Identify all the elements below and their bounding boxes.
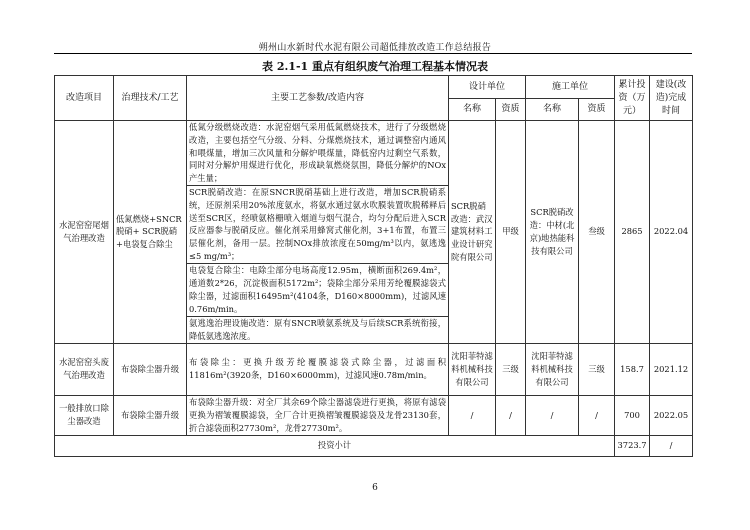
header-design-name: 名称 [449, 99, 496, 121]
row2-design-qual: 三级 [496, 343, 526, 395]
row2-cons-qual: 三级 [579, 343, 615, 395]
header-completion: 建设(改造)完成时间 [650, 76, 693, 121]
header-tech: 治理技术/工艺 [114, 76, 187, 121]
row2-params: 布袋除尘：更换升级芳纶覆膜滤袋式除尘器，过滤面积11816m²(3920条，D160×6000mm)，过滤风速0.78m/min。 [187, 343, 449, 395]
total-row [55, 435, 693, 456]
header-design-unit: 设计单位 [449, 76, 526, 99]
row1-param-ammonia-slip: 氨逃逸治理设施改造：原有SNCR喷氨系统及与后续SCR系统衔接，降低氨逃逸浓度。 [187, 316, 449, 343]
row3-design-name: / [449, 395, 496, 435]
row3-cons-qual: / [579, 395, 615, 435]
row1-design-name: SCR脱硝改造：武汉建筑材料工业设计研究院有限公司 [449, 121, 496, 344]
row1-completion: 2022.04 [650, 121, 693, 344]
row3-cons-name: / [526, 395, 579, 435]
row2-investment: 158.7 [615, 343, 650, 395]
table-row [55, 343, 693, 395]
total-label: 投资小计 [55, 435, 615, 456]
row3-tech: 布袋除尘器升级 [114, 395, 187, 435]
table-header-row [55, 76, 693, 99]
row1-tech: 低氮燃烧+SNCR脱硝+ SCR脱硝+电袋复合除尘 [114, 121, 187, 344]
header-divider [54, 53, 692, 54]
total-investment: 3723.7 [615, 435, 650, 456]
row3-project: 一般排放口除尘器改造 [55, 395, 114, 435]
row3-completion: 2022.05 [650, 395, 693, 435]
row2-project: 水泥窑窑头废气治理改造 [55, 343, 114, 395]
row1-param-low-nox: 低氮分级燃烧改造：水泥窑烟气采用低氮燃烧技术，进行了分级燃烧改造，主要包括空气分级、分料、分煤燃烧技术，通过调整窑内通风和喂煤量，增加三次风量和分解炉喂煤量，降低窑内过剩空气系数，同时对分解炉用煤进行优化，形成缺氧燃烧氛围，降低分解炉的NOx产生量； [187, 121, 449, 186]
row2-cons-name: 沈阳菲特滤料机械科技有限公司 [526, 343, 579, 395]
page-number: 6 [372, 483, 378, 493]
row2-completion: 2021.12 [650, 343, 693, 395]
row1-cons-qual: 叁级 [579, 121, 615, 344]
header-params: 主要工艺参数/改造内容 [187, 76, 449, 121]
running-header: 朔州山水新时代水泥有限公司超低排放改造工作总结报告 [258, 43, 492, 53]
table-title: 表 2.1-1 重点有组织废气治理工程基本情况表 [261, 60, 488, 73]
row1-param-scr: SCR脱硝改造：在原SNCR脱硝基础上进行改造，增加SCR脱硝系统，还原剂采用20%浓度氨水，将氨水通过氨水吹膜装置吹脱稀释后送至SCR区，经喷氨格栅喷入烟道与烟气混合，均匀分配后进入SCR反应器参与脱硝反应。催化剂采用蜂窝式催化剂，3+1布置，布置三层催化剂，备用一层。控制NOx排放浓度在50mg/m³以内，氨逃逸≤5 mg/m³； [187, 185, 449, 263]
row2-tech: 布袋除尘器升级 [114, 343, 187, 395]
row1-project: 水泥窑窑尾烟气治理改造 [55, 121, 114, 344]
row3-params: 布袋除尘器升级：对全厂其余69个除尘器滤袋进行更换，将原有滤袋更换为褶皱覆膜滤袋，全厂合计更换褶皱覆膜滤袋及龙骨23130套，折合滤袋面积27730m²，龙骨27730m²。 [187, 395, 449, 435]
row1-param-electrostatic-bag: 电袋复合除尘：电除尘部分电场高度12.95m，横断面积269.4m²，通道数2*26，沉淀极面积5172m²；袋除尘部分采用芳纶覆膜滤袋式除尘器，过滤面积16495m²(4104条，D160×8000mm)，过滤风速0.76m/min。 [187, 263, 449, 316]
header-cons-name: 名称 [526, 99, 579, 121]
header-design-qual: 资质 [496, 99, 526, 121]
table-row [55, 395, 693, 435]
governance-table [54, 75, 693, 457]
row3-investment: 700 [615, 395, 650, 435]
header-project: 改造项目 [55, 76, 114, 121]
table-row [55, 121, 693, 186]
row2-design-name: 沈阳菲特滤料机械科技有限公司 [449, 343, 496, 395]
row1-cons-name: SCR脱硝改造：中材(北京)地热能科技有限公司 [526, 121, 579, 344]
row3-design-qual: / [496, 395, 526, 435]
total-completion: / [650, 435, 693, 456]
header-construction-unit: 施工单位 [526, 76, 615, 99]
row1-investment: 2865 [615, 121, 650, 344]
row1-design-qual: 甲级 [496, 121, 526, 344]
header-investment: 累计投资（万元） [615, 76, 650, 121]
header-cons-qual: 资质 [579, 99, 615, 121]
